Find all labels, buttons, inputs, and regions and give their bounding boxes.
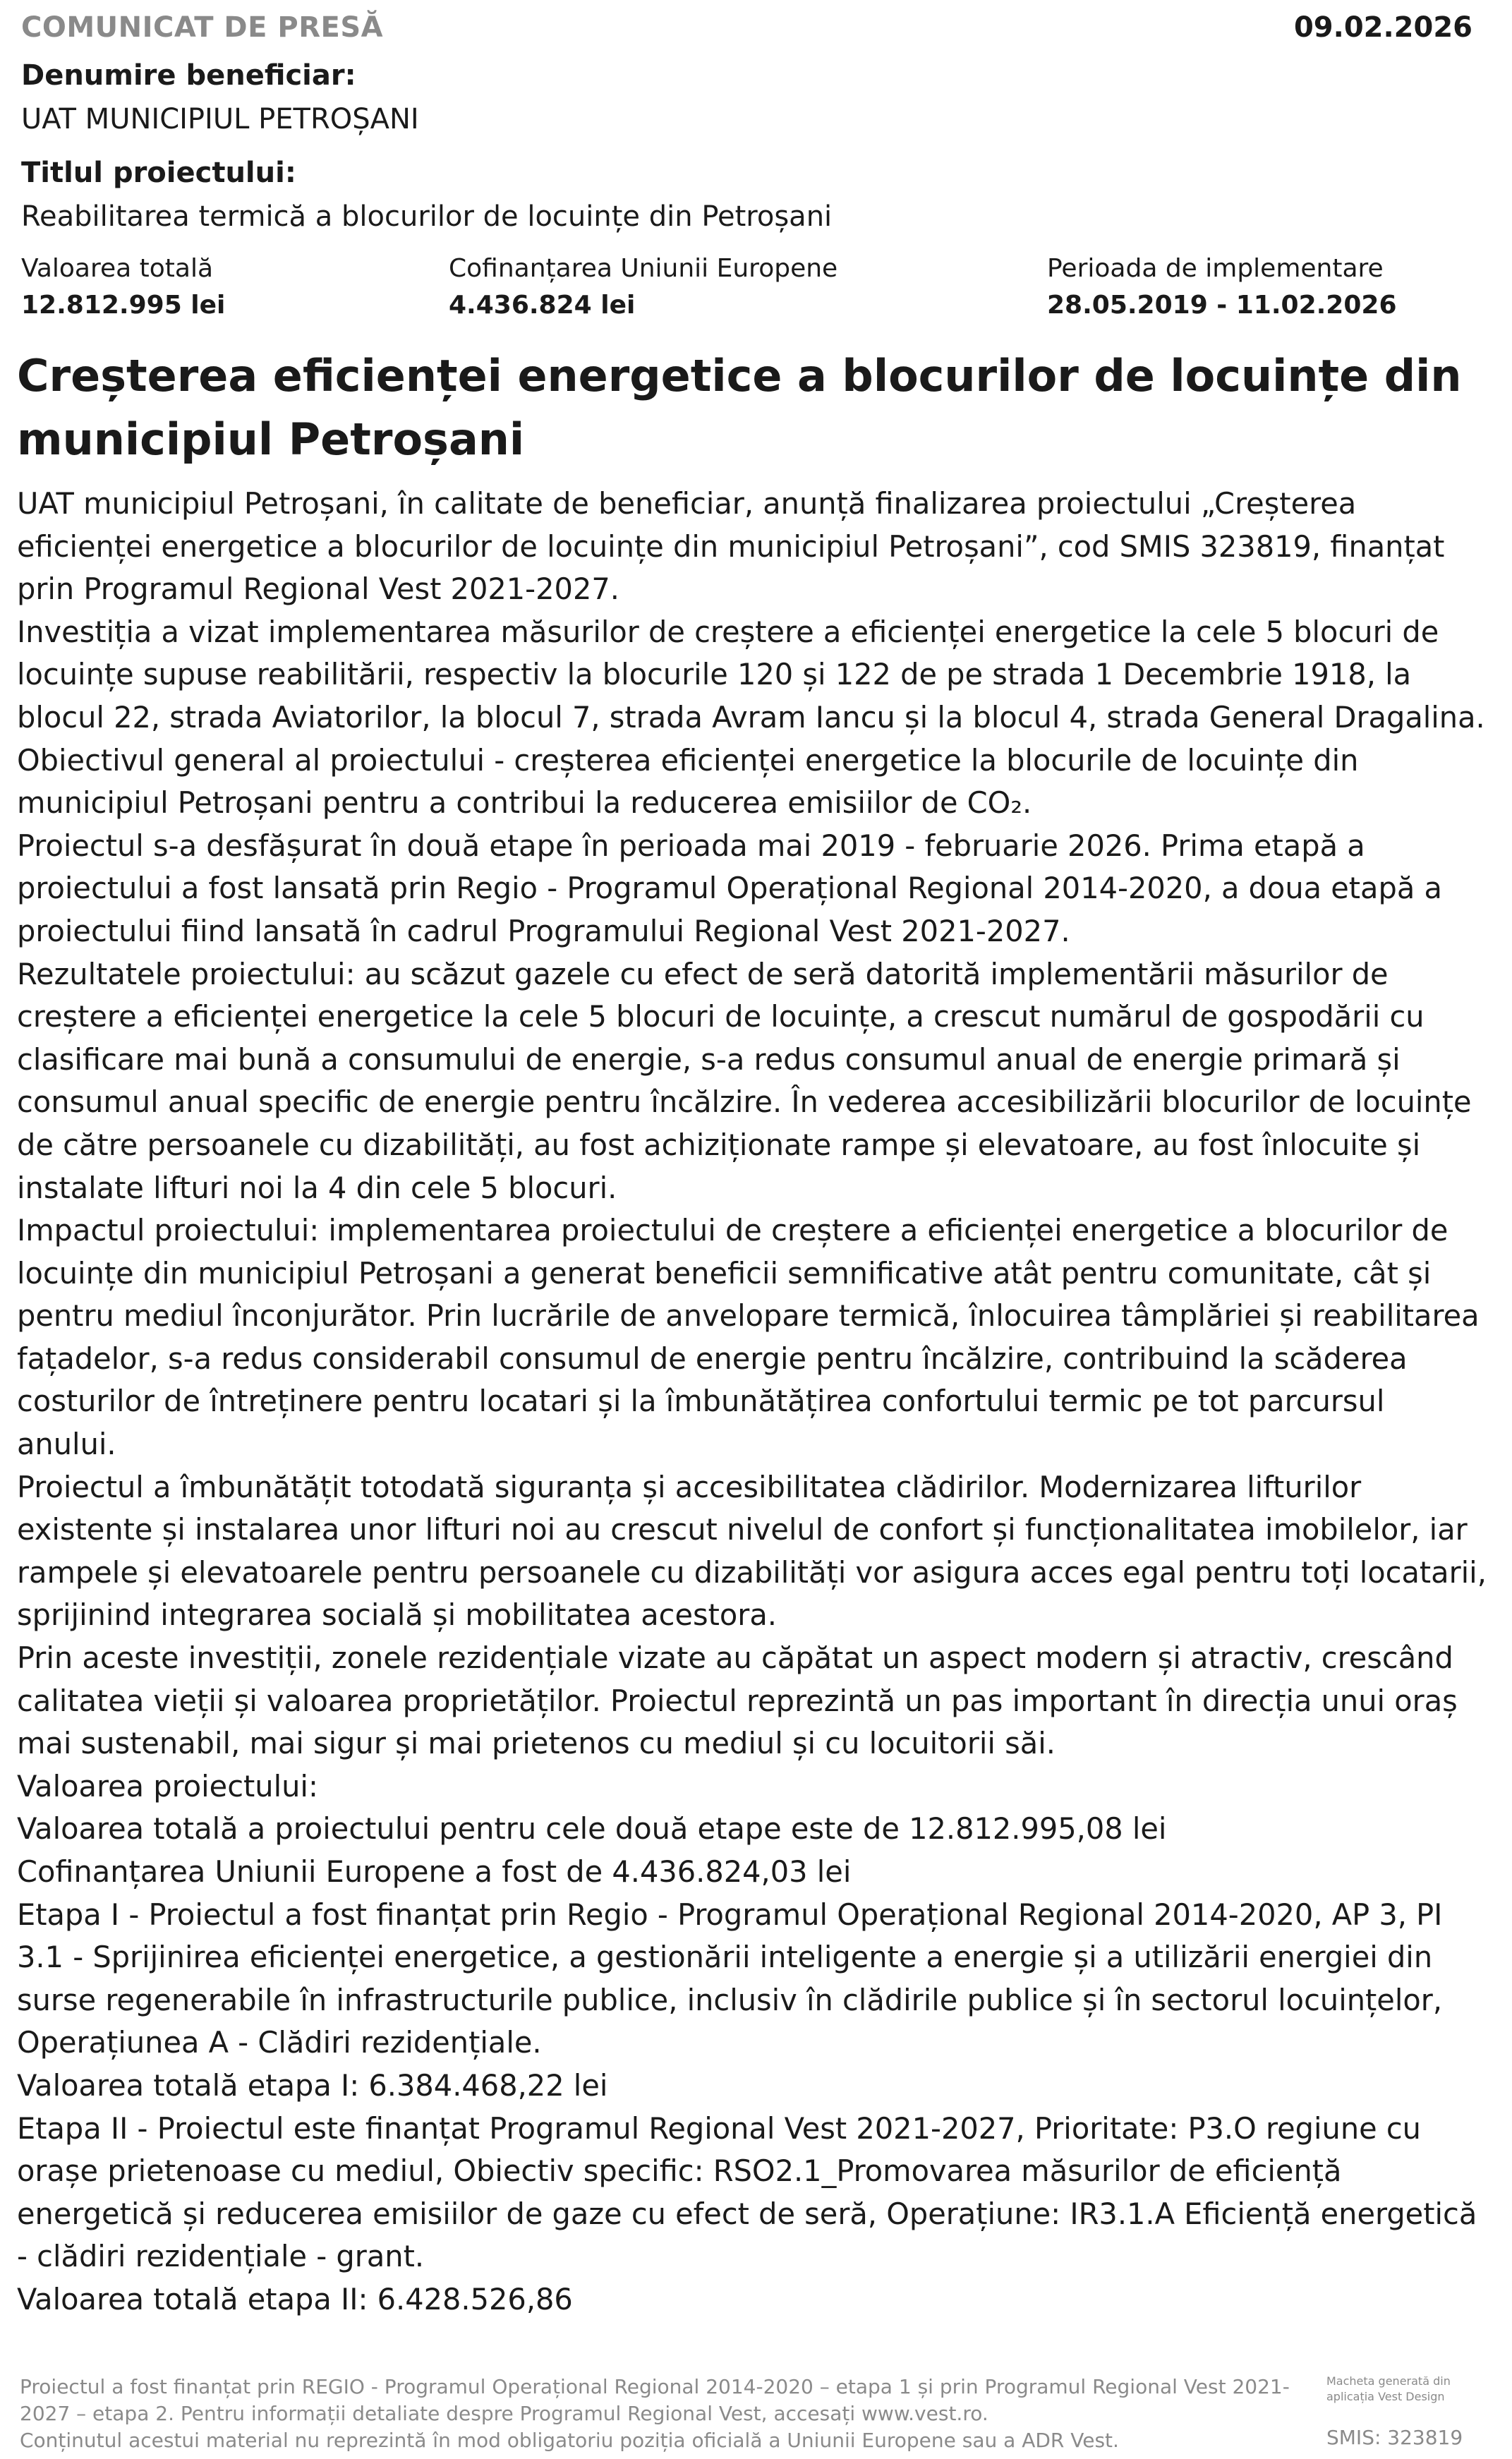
- eu-cofinancing-label: Cofinanțarea Uniunii Europene: [449, 254, 838, 283]
- body-paragraph: Valoarea proiectului:: [17, 1768, 318, 1804]
- project-title-value: Reabilitarea termică a blocurilor de locuințe din Petroșani: [21, 200, 833, 233]
- body-paragraph: Impactul proiectului: implementarea proiectului de creștere a eficienței energetice a blocurilor de locuințe din municipiul Petroșani a generat beneficii semnificative atât pentru comunitate, cât și pentru mediul înconjurător. Prin lucrările de anvelopare termică, înlocuirea tâmplăriei și reabilitarea fațadelor, s-a redus considerabil consumul de energie pentru încălzire, contribuind la scăderea costurilor de întreținere pentru locatari și la îmbunătățirea confortului termic pe tot parcursul anului.: [17, 1213, 1480, 1462]
- beneficiary-label: Denumire beneficiar:: [21, 59, 356, 92]
- total-value: 12.812.995 lei: [21, 291, 226, 320]
- total-value-label: Valoarea totală: [21, 254, 214, 283]
- release-date: 09.02.2026: [1293, 11, 1472, 44]
- document-type-label: COMUNICAT DE PRESĂ: [21, 11, 384, 44]
- body-paragraph: Investiția a vizat implementarea măsurilor de creștere a eficienței energetice la cele 5 blocuri de locuințe supuse reabilitării, respectiv la blocurile 120 și 122 de pe strada 1 Decembrie 1918, la blocul 22, strada Aviatorilor, la blocul 7, strada Avram Iancu și la blocul 4, strada General Dragalina.: [17, 614, 1485, 735]
- body-paragraph: Obiectivul general al proiectului - creșterea eficienței energetice la blocurile de locuințe din municipiul Petroșani pentru a contribui la reducerea emisiilor de CO₂.: [17, 742, 1359, 821]
- footer-disclaimer: [20, 2374, 1290, 2454]
- project-title-label: Titlul proiectului:: [21, 157, 296, 189]
- implementation-period-value: 28.05.2019 - 11.02.2026: [1047, 291, 1397, 320]
- body-paragraph: Valoarea totală etapa I: 6.384.468,22 lei: [17, 2067, 608, 2103]
- body-paragraph: Etapa I - Proiectul a fost finanțat prin Regio - Programul Operațional Regional 2014-2020, AP 3, PI 3.1 - Sprijinirea eficienței energetice, a gestionării inteligente a energie și a utilizării energiei din surse regenerabile în infrastructurile publice, inclusiv în clădirile publice și în sectorul locuințelor, Operațiunea A - Clădiri rezidențiale.: [17, 1897, 1443, 2060]
- eu-cofinancing-value: 4.436.824 lei: [449, 291, 636, 320]
- press-release-body: [17, 483, 1492, 2321]
- body-paragraph: UAT municipiul Petroșani, în calitate de beneficiar, anunță finalizarea proiectului „Creșterea eficienței energetice a blocurilor de locuințe din municipiul Petroșani”, cod SMIS 323819, finanțat prin Programul Regional Vest 2021-2027.: [17, 486, 1445, 607]
- body-paragraph: Proiectul s-a desfășurat în două etape în perioada mai 2019 - februarie 2026. Prima etapă a proiectului a fost lansată prin Regio - Programul Operațional Regional 2014-2020, a doua etapă a proiectului fiind lansată în cadrul Programului Regional Vest 2021-2027.: [17, 828, 1442, 948]
- body-paragraph: Proiectul a îmbunătățit totodată siguranța și accesibilitatea clădirilor. Modernizarea lifturilor existente și instalarea unor lifturi noi au crescut nivelul de confort și funcționalitatea imobilelor, iar rampele și elevatoarele pentru persoanele cu dizabilități vor asigura acces egal pentru toți locatarii, sprijinind integrarea socială și mobilitatea acestora.: [17, 1469, 1487, 1633]
- body-paragraph: Etapa II - Proiectul este finanțat Programul Regional Vest 2021-2027, Prioritate: P3.O regiune cu orașe prietenoase cu mediul, Obiectiv specific: RSO2.1_Promovarea măsurilor de eficiență energetică și reducerea emisiilor de gaze cu efect de seră, Operațiune: IR3.1.A Eficiență energetică - clădiri rezidențiale - grant.: [17, 2110, 1477, 2274]
- body-paragraph: Rezultatele proiectului: au scăzut gazele cu efect de seră datorită implementării măsurilor de creștere a eficienței energetice la cele 5 blocuri de locuințe, a crescut numărul de gospodării cu clasificare mai bună a consumului de energie, s-a redus consumul anual de energie primară și consumul anual specific de energie pentru încălzire. În vederea accesibilizării blocurilor de locuințe de către persoanele cu dizabilități, au fost achiziționate rampe și elevatoare, au fost înlocuite și instalate lifturi noi la 4 din cele 5 blocuri.: [17, 956, 1472, 1205]
- beneficiary-value: UAT MUNICIPIUL PETROȘANI: [21, 103, 419, 135]
- design-credit: Macheta generată din aplicația Vest Design: [1326, 2374, 1451, 2403]
- press-release-title: Creșterea eficienței energetice a blocurilor de locuințe din municipiul Petroșani: [17, 350, 1462, 465]
- smis-code: SMIS: 323819: [1326, 2426, 1463, 2449]
- footer-funding-note: Proiectul a fost finanțat prin REGIO - Programul Operațional Regional 2014-2020 – etapa 1 și prin Programul Regional Vest 2021-2027 – etapa 2. Pentru informații detaliate despre Programul Regional Vest, accesați www.vest.ro.: [20, 2375, 1290, 2425]
- body-paragraph: Valoarea totală a proiectului pentru cele două etape este de 12.812.995,08 lei: [17, 1811, 1167, 1847]
- body-paragraph: Cofinanțarea Uniunii Europene a fost de 4.436.824,03 lei: [17, 1854, 852, 1889]
- footer-disclaimer-note: Conținutul acestui material nu reprezintă în mod obligatoriu poziția oficială a Uniunii Europene sau a ADR Vest.: [20, 2429, 1119, 2452]
- body-paragraph: Prin aceste investiții, zonele rezidențiale vizate au căpătat un aspect modern și atractiv, crescând calitatea vieții și valoarea proprietăților. Proiectul reprezintă un pas important în direcția unui oraș mai sustenabil, mai sigur și mai prietenos cu mediul și cu locuitorii săi.: [17, 1641, 1458, 1761]
- body-paragraph: Valoarea totală etapa II: 6.428.526,86: [17, 2281, 573, 2316]
- implementation-period-label: Perioada de implementare: [1047, 254, 1384, 283]
